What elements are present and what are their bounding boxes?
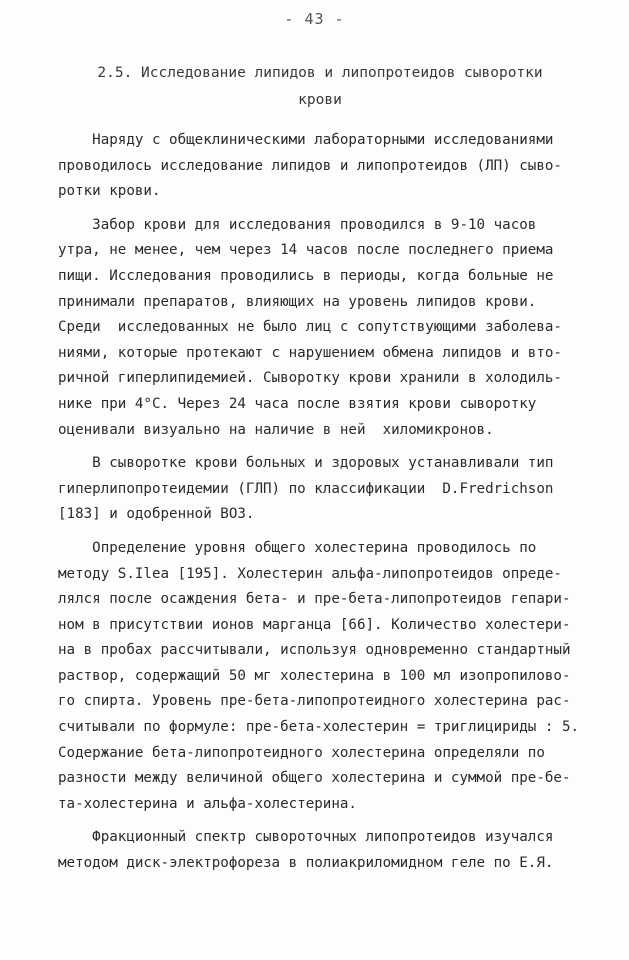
text-line: та-холестерина и альфа-холестерина. — [58, 795, 357, 812]
page-number: - 43 - — [284, 10, 345, 28]
text-line: Содержание бета-липопротеидного холестерина определяли по — [58, 744, 545, 761]
text-line: нике при 4°С. Через 24 часа после взятия крови сыворотку — [58, 395, 537, 412]
section-heading-line-1: 2.5. Исследование липидов и липопротеидов сыворотки — [97, 65, 543, 81]
text-line: Забор крови для исследования проводился в 9-10 часов — [58, 216, 537, 233]
text-line: го спирта. Уровень пре-бета-липопротеидного холестерина рас- — [58, 693, 571, 710]
text-line: Среди исследованных не было лиц с сопутствующими заболева- — [58, 319, 562, 336]
text-line: ном в присутствии ионов марганца [66]. Количество холестери- — [58, 616, 571, 633]
text-line: на в пробах рассчитывали, используя одновременно стандартный — [58, 642, 571, 659]
text-line: пищи. Исследования проводились в периоды, когда больные не — [58, 267, 554, 284]
text-line: считывали по формуле: пре-бета-холестерин = триглицириды : 5. — [58, 719, 580, 736]
text-line: ричной гиперлипидемией. Сыворотку крови хранили в холодиль- — [58, 370, 562, 387]
paragraph — [58, 536, 596, 818]
text-line: оценивали визуально на наличие в ней хиломикронов. — [58, 421, 494, 438]
text-line: Определение уровня общего холестерина проводилось по — [58, 539, 537, 556]
text-line: гиперлипопротеидемии (ГЛП) по классификации D.Fredrichson — [58, 480, 554, 497]
paragraph — [58, 128, 596, 205]
text-line: ротки крови. — [58, 183, 161, 200]
section-heading-line-2: крови — [298, 92, 342, 108]
text-line: лялся после осаждения бета- и пре-бета-липопротеидов гепари- — [58, 591, 571, 608]
text-line: методу S.Ilea [195]. Холестерин альфа-липопротеидов опреде- — [58, 565, 562, 582]
text-line: проводилось исследование липидов и липопротеидов (ЛП) сыво- — [58, 157, 562, 174]
body-text — [58, 128, 596, 877]
text-line: В сыворотке крови больных и здоровых устанавливали тип — [58, 455, 554, 472]
text-line: утра, не менее, чем через 14 часов после последнего приема — [58, 242, 554, 259]
paragraph — [58, 451, 596, 528]
text-line: [183] и одобренной ВОЗ. — [58, 506, 255, 523]
text-line: Наряду с общеклиническими лабораторными исследованиями — [58, 132, 554, 148]
text-line: раствор, содержащий 50 мг холестерина в 100 мл изопропилово- — [58, 667, 571, 684]
section-heading — [40, 60, 600, 114]
text-line: разности между величиной общего холестерина и суммой пре-бе- — [58, 770, 571, 787]
text-line: Фракционный спектр сывороточных липопротеидов изучался — [58, 829, 554, 846]
text-line: принимали препаратов, влияющих на уровень липидов крови. — [58, 293, 537, 310]
text-line: ниями, которые протекают с нарушением обмена липидов и вто- — [58, 344, 562, 361]
paragraph — [58, 825, 596, 876]
text-line: методом диск-электрофореза в полиакриломидном геле по Е.Я. — [58, 855, 554, 872]
paragraph — [58, 213, 596, 443]
